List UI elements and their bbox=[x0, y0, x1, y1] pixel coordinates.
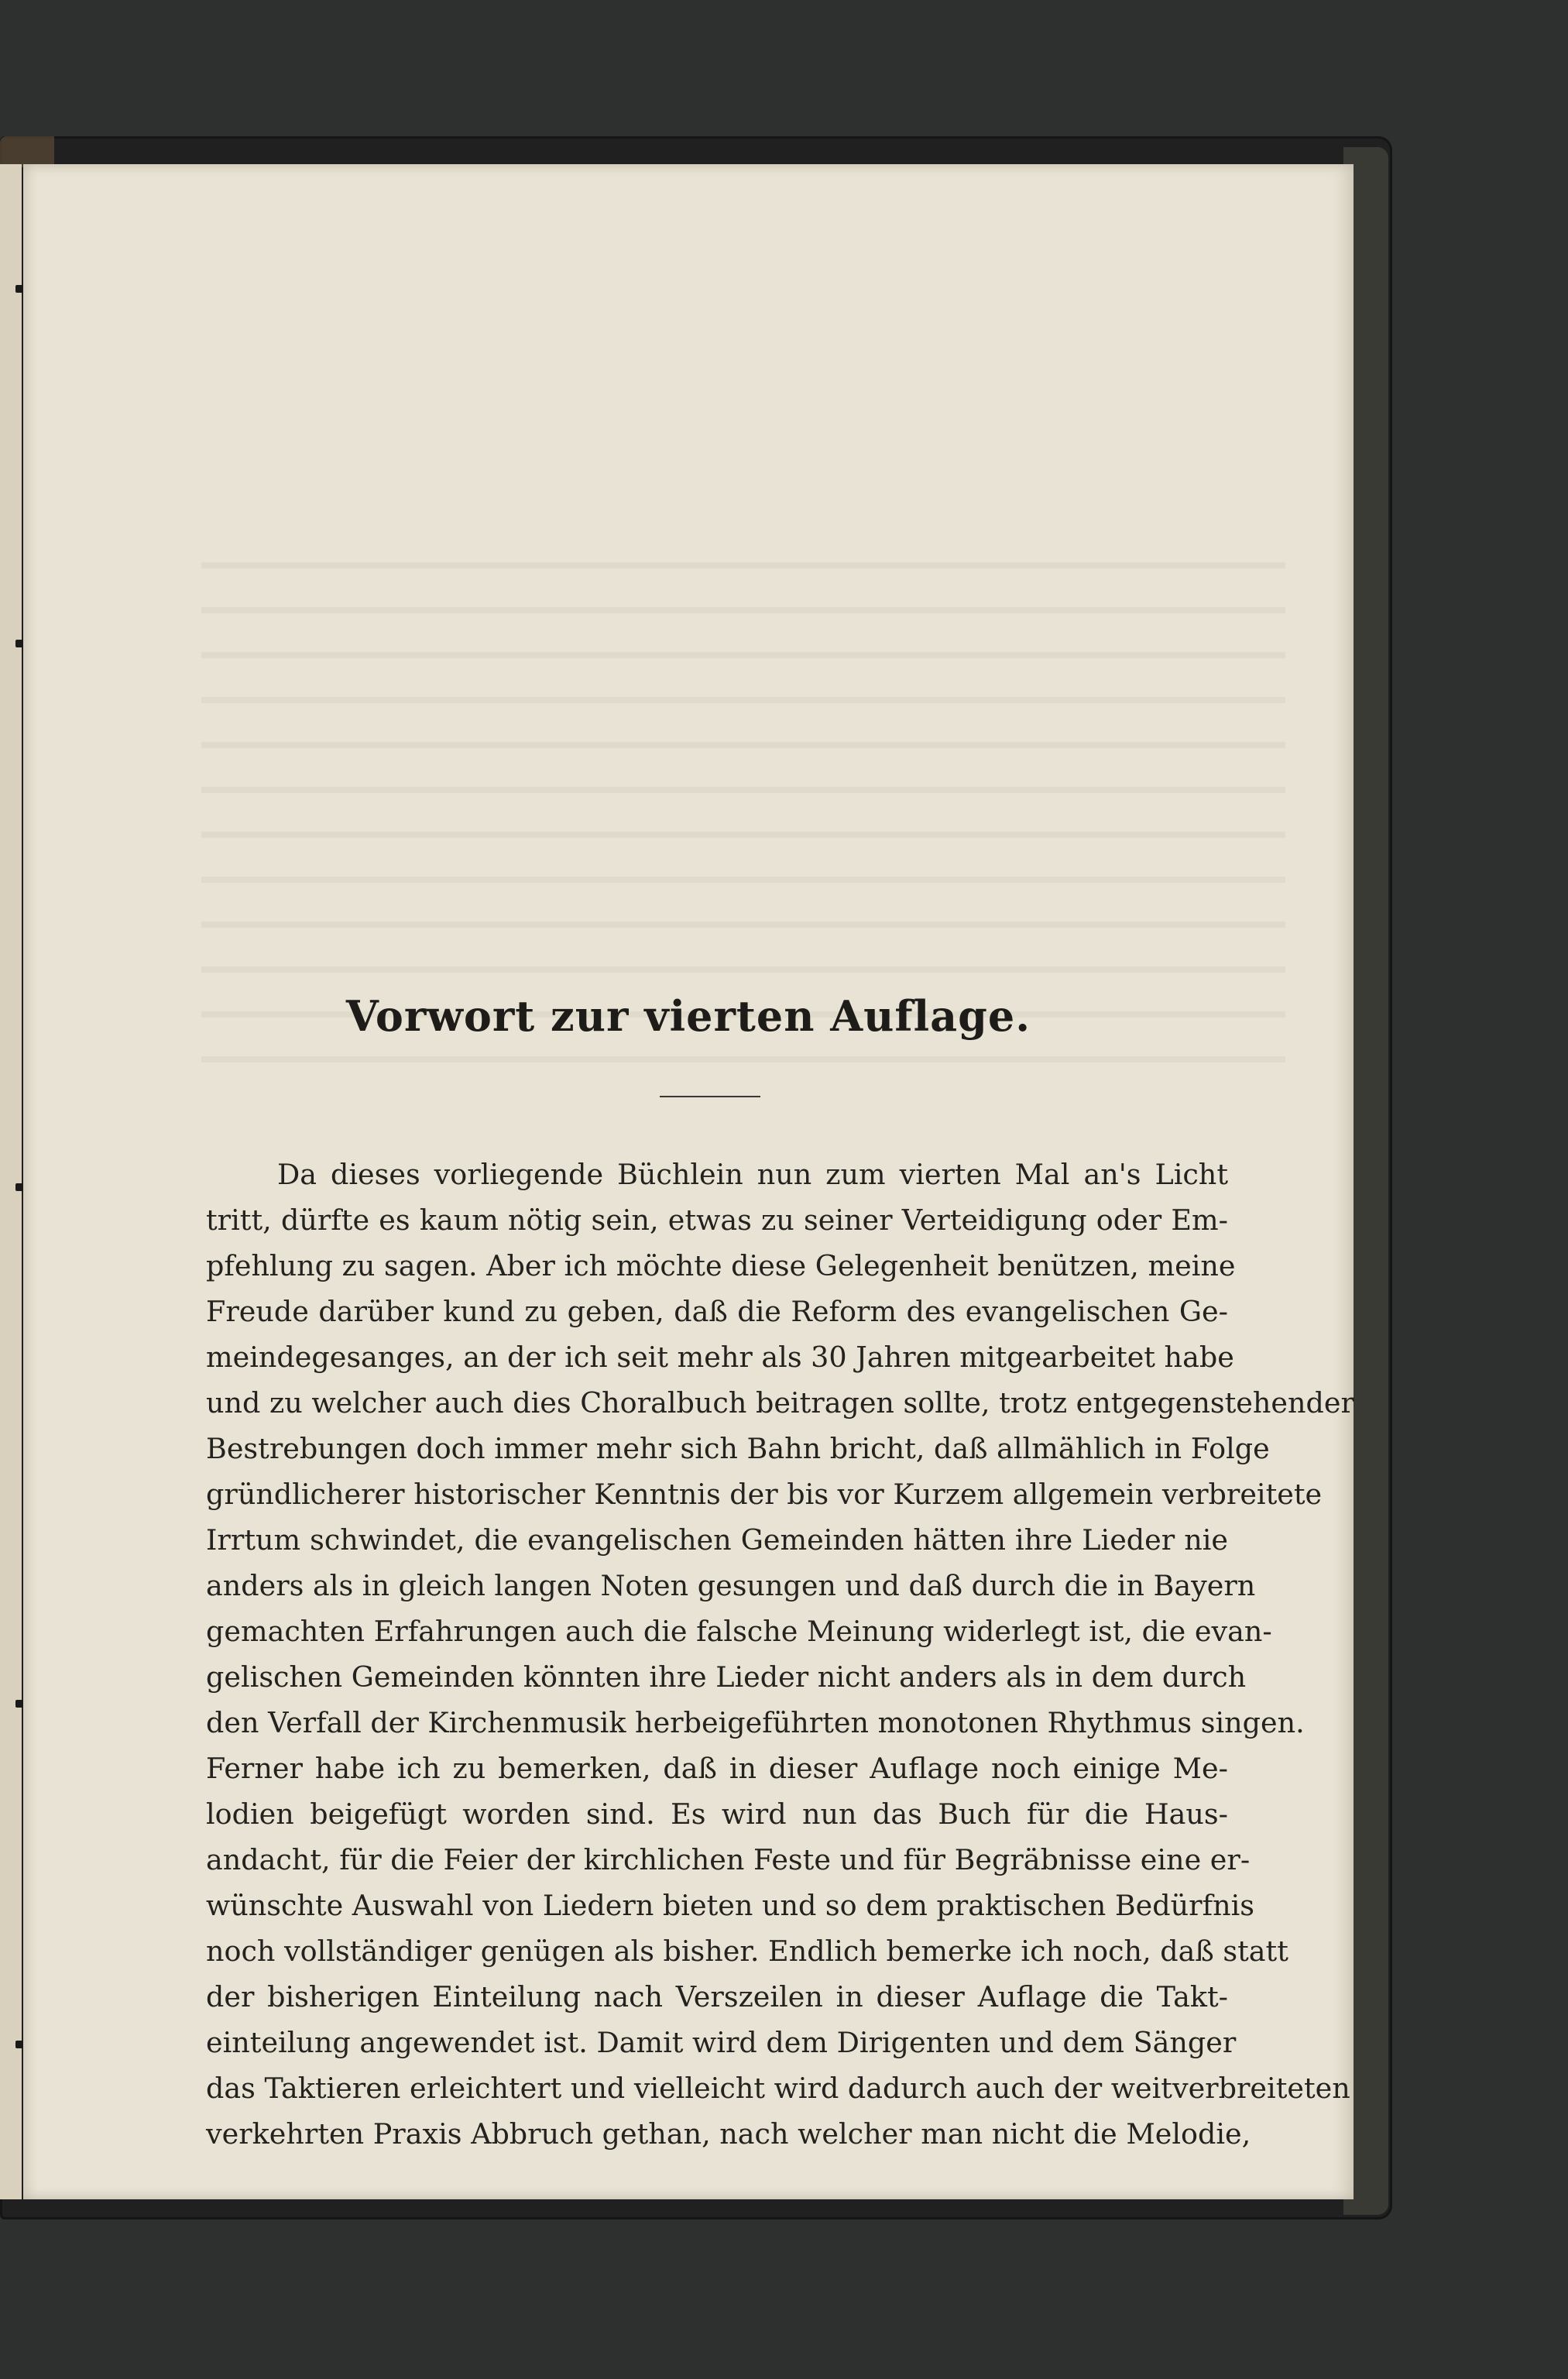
text-line: Freude darüber kund zu geben, daß die Reform des evangelischen Ge- bbox=[206, 1295, 1228, 1328]
text-line: pfehlung zu sagen. Aber ich möchte diese Gelegenheit benützen, meine bbox=[206, 1249, 1236, 1282]
text-line: gemachten Erfahrungen auch die falsche Meinung widerlegt ist, die evan- bbox=[206, 1615, 1272, 1648]
preface-body bbox=[206, 1152, 1354, 2157]
text-line: lodien beigefügt worden sind. Es wird nun das Buch für die Haus- bbox=[206, 1797, 1228, 1831]
text-line: andacht, für die Feier der kirchlichen Feste und für Begräbnisse eine er- bbox=[206, 1843, 1251, 1876]
text-line: wünschte Auswahl von Liedern bieten und so dem praktischen Bedürfnis bbox=[206, 1889, 1255, 1922]
title-divider bbox=[660, 1096, 760, 1097]
text-line: Da dieses vorliegende Büchlein nun zum vierten Mal an's Licht bbox=[277, 1158, 1228, 1191]
text-line: Irrtum schwindet, die evangelischen Gemeinden hätten ihre Lieder nie bbox=[206, 1523, 1228, 1557]
text-line: das Taktieren erleichtert und vielleicht wird dadurch auch der weitverbreiteten bbox=[206, 2072, 1350, 2105]
text-line: den Verfall der Kirchenmusik herbeigeführten monotonen Rhythmus singen. bbox=[206, 1706, 1305, 1739]
text-line: gelischen Gemeinden könnten ihre Lieder nicht anders als in dem durch bbox=[206, 1660, 1247, 1694]
text-line: anders als in gleich langen Noten gesungen und daß durch die in Bayern bbox=[206, 1569, 1256, 1602]
page-gutter bbox=[0, 164, 22, 2199]
text-line: Ferner habe ich zu bemerken, daß in dieser Auflage noch einige Me- bbox=[206, 1752, 1228, 1785]
text-line: gründlicherer historischer Kenntnis der bis vor Kurzem allgemein verbreitete bbox=[206, 1478, 1323, 1511]
text-line: tritt, dürfte es kaum nötig sein, etwas zu seiner Verteidigung oder Em- bbox=[206, 1203, 1228, 1237]
text-line: meindegesanges, an der ich seit mehr als 30 Jahren mitgearbeitet habe bbox=[206, 1341, 1234, 1374]
page-title: Vorwort zur vierten Auflage. bbox=[345, 991, 1031, 1041]
text-line: Bestrebungen doch immer mehr sich Bahn bricht, daß allmählich in Folge bbox=[206, 1432, 1270, 1465]
text-line: verkehrten Praxis Abbruch gethan, nach welcher man nicht die Melodie, bbox=[206, 2117, 1251, 2151]
book-page bbox=[23, 164, 1354, 2199]
text-line: der bisherigen Einteilung nach Verszeilen in dieser Auflage die Takt- bbox=[206, 1980, 1228, 2013]
cover-wear bbox=[0, 136, 54, 167]
text-line: und zu welcher auch dies Choralbuch beitragen sollte, trotz entgegenstehender bbox=[206, 1386, 1354, 1420]
text-line: einteilung angewendet ist. Damit wird dem Dirigenten und dem Sänger bbox=[206, 2026, 1237, 2059]
text-line: noch vollständiger genügen als bisher. Endlich bemerke ich noch, daß statt bbox=[206, 1934, 1288, 1968]
